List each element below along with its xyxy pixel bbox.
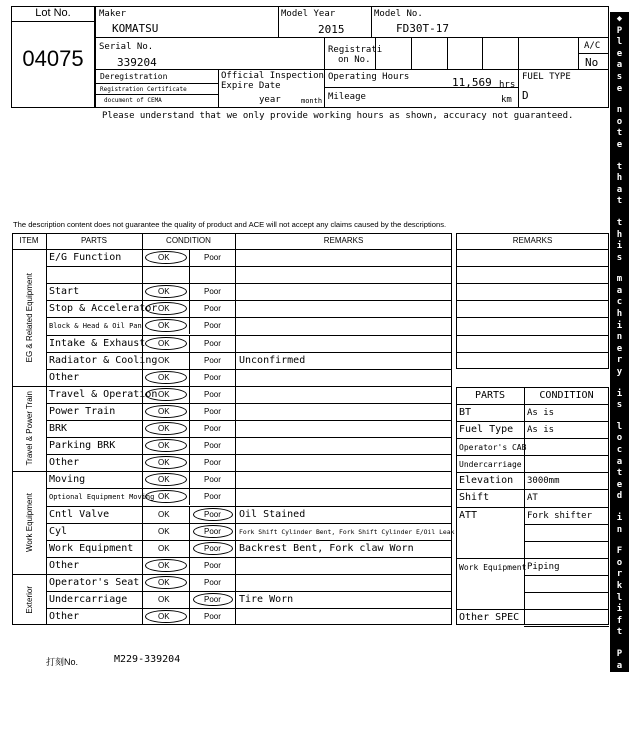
ok-label: OK xyxy=(158,287,170,297)
serial-no-label: Serial No. xyxy=(99,42,154,52)
ok-label: OK xyxy=(158,321,170,331)
part-name: Work Equipment xyxy=(49,542,134,554)
part-name: Travel & Operation xyxy=(49,388,158,400)
year-label: year xyxy=(259,95,281,105)
ok-label: OK xyxy=(158,458,170,468)
spec-condition: Fork shifter xyxy=(527,510,593,521)
group-label-cell xyxy=(12,386,46,472)
poor-label: Poor xyxy=(204,338,221,348)
header-parts: PARTS xyxy=(81,236,107,245)
sidebar-char: h xyxy=(616,229,623,240)
fuel-type-value: D xyxy=(522,89,529,102)
sidebar-char: i xyxy=(616,320,623,331)
sidebar-char: ◆ xyxy=(616,14,623,24)
spec-part: Elevation xyxy=(459,475,514,487)
hours-notice: Please understand that we only provide working hours as shown, accuracy not guaranteed. xyxy=(102,111,574,121)
group-label-cell xyxy=(12,249,46,386)
ok-label: OK xyxy=(158,526,170,536)
sidebar-char: h xyxy=(616,309,623,320)
model-year-label: Model Year xyxy=(281,9,336,19)
maker-value: KOMATSU xyxy=(112,22,159,35)
ok-label: OK xyxy=(158,441,170,451)
sidebar-char: t xyxy=(616,161,623,172)
spec-part: Work Equipment xyxy=(459,562,527,572)
sidebar-char: m xyxy=(616,274,623,285)
sidebar-char: s xyxy=(616,252,623,263)
registration-certificate-label: Registration Certificate xyxy=(100,86,187,93)
operating-hours-label: Operating Hours xyxy=(328,72,410,82)
sidebar-char: f xyxy=(616,615,623,626)
sidebar-char: i xyxy=(616,388,623,399)
sidebar-char xyxy=(610,208,629,218)
document-label: document of CEMA xyxy=(104,97,162,104)
sidebar-char: o xyxy=(616,433,623,444)
spec-part: Fuel Type xyxy=(459,424,514,435)
sidebar-char: n xyxy=(616,706,623,717)
poor-label: Poor xyxy=(204,612,221,622)
ok-label: OK xyxy=(158,577,170,587)
sidebar-char: e xyxy=(616,139,623,150)
part-name: Parking BRK xyxy=(49,440,116,452)
maker-label: Maker xyxy=(99,9,127,19)
group-label-cell xyxy=(12,574,46,625)
group-label: Work Equipment xyxy=(24,493,34,553)
sidebar-char xyxy=(610,412,629,422)
part-name: Cntl Valve xyxy=(49,508,110,520)
sidebar-char: l xyxy=(616,37,623,48)
sidebar-char: i xyxy=(616,604,623,615)
spec-condition: Piping xyxy=(527,561,560,572)
sidebar-char: n xyxy=(616,524,623,535)
poor-label: Poor xyxy=(204,509,221,519)
part-name: Cyl xyxy=(49,525,68,537)
header-condition: CONDITION xyxy=(166,236,211,245)
group-label: Travel & Power Train xyxy=(24,391,34,466)
poor-label: Poor xyxy=(204,406,221,416)
sidebar-char xyxy=(610,95,629,105)
remark-text: Backrest Bent, Fork claw Worn xyxy=(239,542,414,554)
ok-circle-mark xyxy=(145,422,187,435)
poor-label: Poor xyxy=(204,355,221,365)
part-name: Other xyxy=(49,457,80,469)
sidebar-char: i xyxy=(616,512,623,523)
registration-label-1: Registrati xyxy=(328,45,383,55)
group-label-cell xyxy=(12,471,46,574)
sidebar-char: P xyxy=(616,648,623,659)
remark-text: Fork Shift Cylinder Bent, Fork Shift Cylinder E/Oil Leak xyxy=(239,527,455,536)
sidebar-char: t xyxy=(616,196,623,207)
spec-condition-header: CONDITION xyxy=(539,389,594,401)
poor-label: Poor xyxy=(204,372,221,382)
sidebar-char: a xyxy=(616,184,623,195)
sidebar-char xyxy=(610,639,629,649)
ok-label: OK xyxy=(158,372,170,382)
mileage-label: Mileage xyxy=(328,92,366,102)
sidebar-char: g xyxy=(616,718,623,729)
header-item: ITEM xyxy=(19,236,39,245)
sidebar-char: a xyxy=(616,456,623,467)
group-label: EG & Related Equipment xyxy=(24,272,34,363)
sidebar-char: e xyxy=(616,48,623,59)
ok-label: OK xyxy=(158,543,170,553)
sidebar-char: a xyxy=(616,60,623,71)
ok-label: OK xyxy=(158,475,170,485)
spec-condition: 3000mm xyxy=(527,476,560,487)
remark-text: Unconfirmed xyxy=(239,354,306,366)
ok-label: OK xyxy=(158,509,170,519)
part-name: Moving xyxy=(49,474,86,486)
ok-label: OK xyxy=(158,424,170,433)
ok-label: OK xyxy=(158,612,170,622)
ok-circle-mark xyxy=(145,610,187,623)
part-name: Other xyxy=(49,559,80,571)
km-label: km xyxy=(501,95,512,105)
part-name: Radiator & Cooling xyxy=(49,354,158,366)
sidebar-char: r xyxy=(616,672,623,683)
sidebar-char: e xyxy=(616,343,623,354)
part-name: Other xyxy=(49,611,80,623)
spec-part: Operator's CAB xyxy=(459,443,527,453)
poor-label: Poor xyxy=(204,543,221,553)
sidebar-char: l xyxy=(616,421,623,432)
poor-label: Poor xyxy=(204,441,221,451)
part-name: Block & Head & Oil Pan xyxy=(49,322,142,331)
spec-part: BT xyxy=(459,406,472,418)
sidebar-char: c xyxy=(616,297,623,308)
sidebar-char: o xyxy=(616,116,623,127)
ok-circle-mark xyxy=(145,371,187,384)
sidebar-char: i xyxy=(616,241,623,252)
spec-condition: AT xyxy=(527,493,538,504)
poor-label: Poor xyxy=(204,253,221,262)
ok-label: OK xyxy=(158,253,170,262)
ok-label: OK xyxy=(158,406,170,416)
sidebar-char: s xyxy=(616,400,623,411)
spec-parts-header: PARTS xyxy=(474,389,506,401)
header-remarks: REMARKS xyxy=(323,236,364,245)
sidebar-char: s xyxy=(616,71,623,82)
poor-label: Poor xyxy=(204,321,221,331)
sidebar-char: k xyxy=(616,580,623,591)
ok-label: OK xyxy=(158,304,170,314)
spec-part: Shift xyxy=(459,492,490,504)
sidebar-char: n xyxy=(616,332,623,343)
part-name: Other xyxy=(49,371,80,383)
ok-circle-mark xyxy=(145,576,187,589)
ok-circle-mark xyxy=(145,388,187,401)
poor-label: Poor xyxy=(204,577,221,587)
hrs-label: hrs xyxy=(499,80,516,90)
part-name: E/G Function xyxy=(49,252,122,263)
poor-label: Poor xyxy=(204,595,221,604)
sidebar-char xyxy=(610,379,629,389)
sidebar-char xyxy=(610,264,629,274)
sidebar-char: o xyxy=(616,557,623,568)
sidebar-char: h xyxy=(616,173,623,184)
ac-value: No xyxy=(585,56,599,69)
sidebar-char: c xyxy=(616,445,623,455)
sidebar-char: l xyxy=(616,592,623,603)
part-name: Optional Equipment Moving xyxy=(49,493,155,502)
spec-part: ATT xyxy=(459,509,478,521)
part-name: BRK xyxy=(49,423,68,434)
poor-circle-mark xyxy=(193,525,233,538)
inspection-label-1: Official Inspection xyxy=(221,71,324,81)
sidebar-char xyxy=(610,503,629,513)
sidebar-char: P xyxy=(616,25,623,36)
poor-label: Poor xyxy=(204,389,221,399)
poor-label: Poor xyxy=(204,458,221,468)
ac-label: A/C xyxy=(584,41,601,51)
ok-circle-mark xyxy=(145,559,187,572)
sidebar-char: r xyxy=(616,355,623,366)
poor-circle-mark xyxy=(193,508,233,521)
ok-circle-mark xyxy=(145,251,187,264)
poor-label: Poor xyxy=(204,287,221,297)
lot-no-label: Lot No. xyxy=(35,7,71,19)
ok-label: OK xyxy=(158,389,170,399)
ok-label: OK xyxy=(158,595,170,604)
stamp-value: M229-339204 xyxy=(114,654,181,665)
sidebar-char: d xyxy=(616,491,623,502)
registration-label-2: on No. xyxy=(338,55,371,65)
sidebar-char: n xyxy=(616,105,623,116)
poor-label: Poor xyxy=(204,424,221,433)
poor-label: Poor xyxy=(204,304,221,314)
deregistration-label: Deregistration xyxy=(100,72,168,81)
sidebar-char: t xyxy=(616,627,623,638)
group-label: Exterior xyxy=(24,585,34,614)
poor-label: Poor xyxy=(204,526,221,536)
ok-label: OK xyxy=(158,355,170,365)
lot-no: 04075 xyxy=(22,46,84,71)
fuel-type-label: FUEL TYPE xyxy=(522,72,571,82)
inspection-label-2: Expire Date xyxy=(221,81,281,91)
sidebar-char: a xyxy=(616,285,623,296)
remark-text: Tire Worn xyxy=(239,594,294,605)
sidebar-char: F xyxy=(616,546,623,557)
sidebar-char: e xyxy=(616,83,623,94)
location-notice-bar xyxy=(610,12,629,741)
operating-hours-value: 11,569 xyxy=(452,76,492,89)
part-name: Operator's Seat xyxy=(49,576,140,588)
model-no-label: Model No. xyxy=(374,9,423,19)
poor-circle-mark xyxy=(193,593,233,606)
sidebar-char: e xyxy=(616,479,623,490)
part-name: Power Train xyxy=(49,405,116,417)
sidebar-char: t xyxy=(616,128,623,139)
sidebar-char: t xyxy=(616,468,623,479)
sidebar-char: ◆ xyxy=(616,730,623,741)
poor-label: Poor xyxy=(204,560,221,570)
model-no-value: FD30T-17 xyxy=(396,22,449,35)
part-name: Undercarriage xyxy=(49,594,128,605)
sidebar-char: t xyxy=(616,217,623,228)
spec-condition: As is xyxy=(527,407,555,418)
sidebar-char xyxy=(610,536,629,546)
ok-circle-mark xyxy=(145,439,187,452)
sidebar-char: y xyxy=(616,367,623,378)
poor-circle-mark xyxy=(193,542,233,555)
disclaimer: The description content does not guarantee the quality of product and ACE will not accept any claims caused by the descriptions. xyxy=(13,220,447,229)
ok-circle-mark xyxy=(145,405,187,418)
model-year-value: 2015 xyxy=(318,23,345,36)
sidebar-char: k xyxy=(616,683,623,694)
ok-label: OK xyxy=(158,560,170,570)
sidebar-char: i xyxy=(616,695,623,706)
right-remarks-header: REMARKS xyxy=(512,236,553,245)
ok-label: OK xyxy=(158,338,170,348)
sidebar-char: r xyxy=(616,569,623,580)
spec-part: Undercarriage xyxy=(459,460,522,470)
part-name: Intake & Exhaust xyxy=(49,337,146,349)
spec-part: Other SPEC xyxy=(459,612,520,624)
part-name: Stop & Accelerator xyxy=(49,303,158,315)
sidebar-char: a xyxy=(616,660,623,671)
poor-label: Poor xyxy=(204,492,221,502)
part-name: Start xyxy=(49,286,80,298)
poor-label: Poor xyxy=(204,475,221,485)
month-label: month xyxy=(301,97,323,105)
ok-label: OK xyxy=(158,492,170,502)
remark-text: Oil Stained xyxy=(239,508,306,520)
sidebar-char xyxy=(610,152,629,162)
serial-no-value: 339204 xyxy=(117,56,157,69)
ok-circle-mark xyxy=(145,337,187,350)
spec-condition: As is xyxy=(527,425,555,435)
stamp-label: 打刻No. xyxy=(46,657,79,667)
